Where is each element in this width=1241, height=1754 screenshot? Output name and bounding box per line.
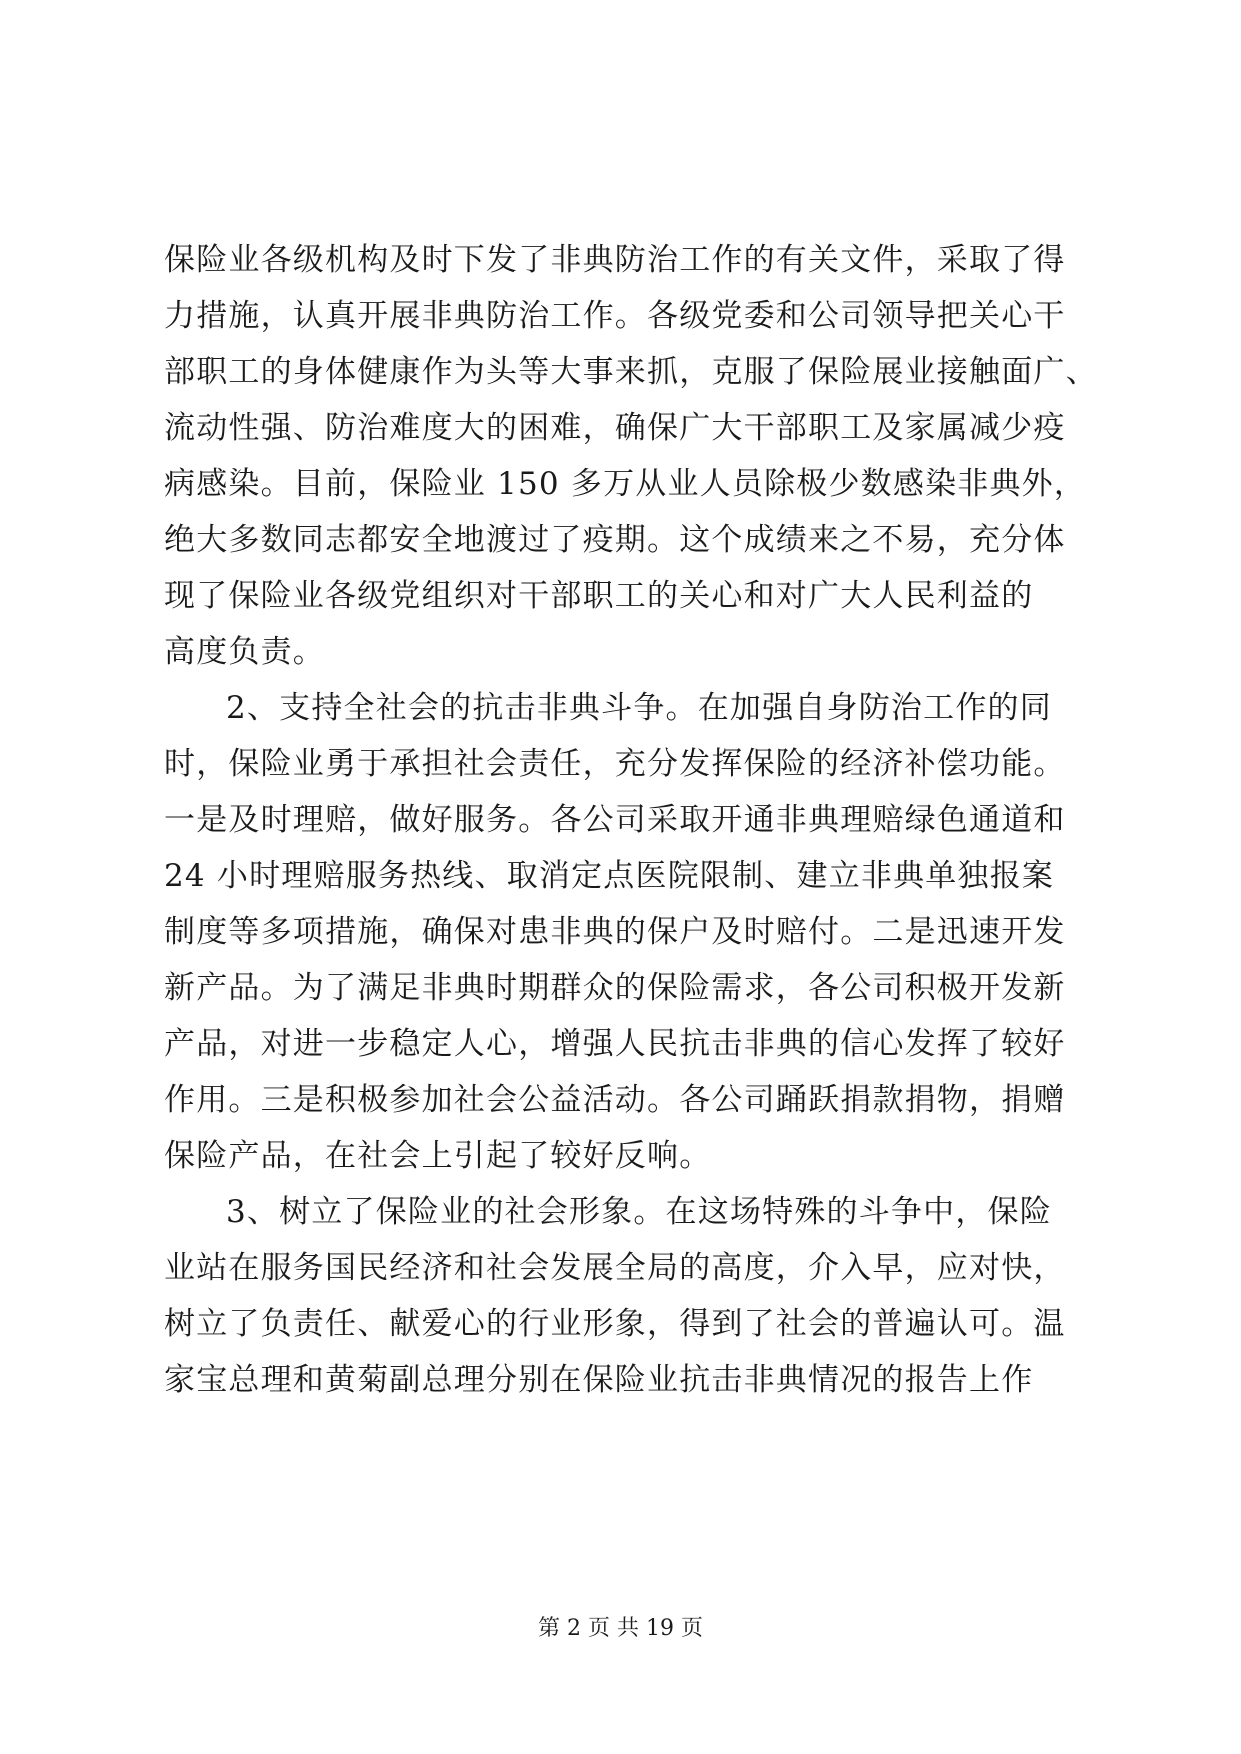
text-line: 现了保险业各级党组织对干部职工的关心和对广大人民利益的: [164, 578, 1034, 614]
text-line: 高度负责。: [164, 634, 325, 670]
text-line: 病感染。目前，保险业 150 多万从业人员除极少数感染非典外，: [164, 466, 1087, 502]
text-line: 新产品。为了满足非典时期群众的保险需求，各公司积极开发新: [164, 970, 1066, 1006]
text-line: 家宝总理和黄菊副总理分别在保险业抗击非典情况的报告上作: [164, 1362, 1034, 1398]
text-line: 作用。三是积极参加社会公益活动。各公司踊跃捐款捐物，捐赠: [164, 1082, 1066, 1118]
text-line: 保险业各级机构及时下发了非典防治工作的有关文件，采取了得: [164, 242, 1066, 278]
text-line: 保险产品，在社会上引起了较好反响。: [164, 1138, 712, 1174]
text-line: 时，保险业勇于承担社会责任，充分发挥保险的经济补偿功能。: [164, 746, 1066, 782]
text-line: 产品，对进一步稳定人心，增强人民抗击非典的信心发挥了较好: [164, 1026, 1066, 1062]
text-line: 力措施，认真开展非典防治工作。各级党委和公司领导把关心干: [164, 298, 1066, 334]
text-line: 部职工的身体健康作为头等大事来抓，克服了保险展业接触面广、: [164, 354, 1098, 390]
text-line: 制度等多项措施，确保对患非典的保户及时赔付。二是迅速开发: [164, 914, 1066, 950]
page-number-footer: 第 2 页 共 19 页: [538, 1616, 703, 1641]
text-line: 一是及时理赔，做好服务。各公司采取开通非典理赔绿色通道和: [164, 802, 1066, 838]
text-line: 树立了负责任、献爱心的行业形象，得到了社会的普遍认可。温: [164, 1306, 1066, 1342]
text-line: 绝大多数同志都安全地渡过了疫期。这个成绩来之不易，充分体: [164, 522, 1066, 558]
text-line: 2、支持全社会的抗击非典斗争。在加强自身防治工作的同: [226, 690, 1052, 726]
text-line: 24 小时理赔服务热线、取消定点医院限制、建立非典单独报案: [164, 858, 1055, 894]
text-line: 业站在服务国民经济和社会发展全局的高度，介入早，应对快，: [164, 1250, 1066, 1286]
text-line: 流动性强、防治难度大的困难，确保广大干部职工及家属减少疫: [164, 410, 1066, 446]
text-line: 3、树立了保险业的社会形象。在这场特殊的斗争中，保险: [226, 1194, 1052, 1230]
